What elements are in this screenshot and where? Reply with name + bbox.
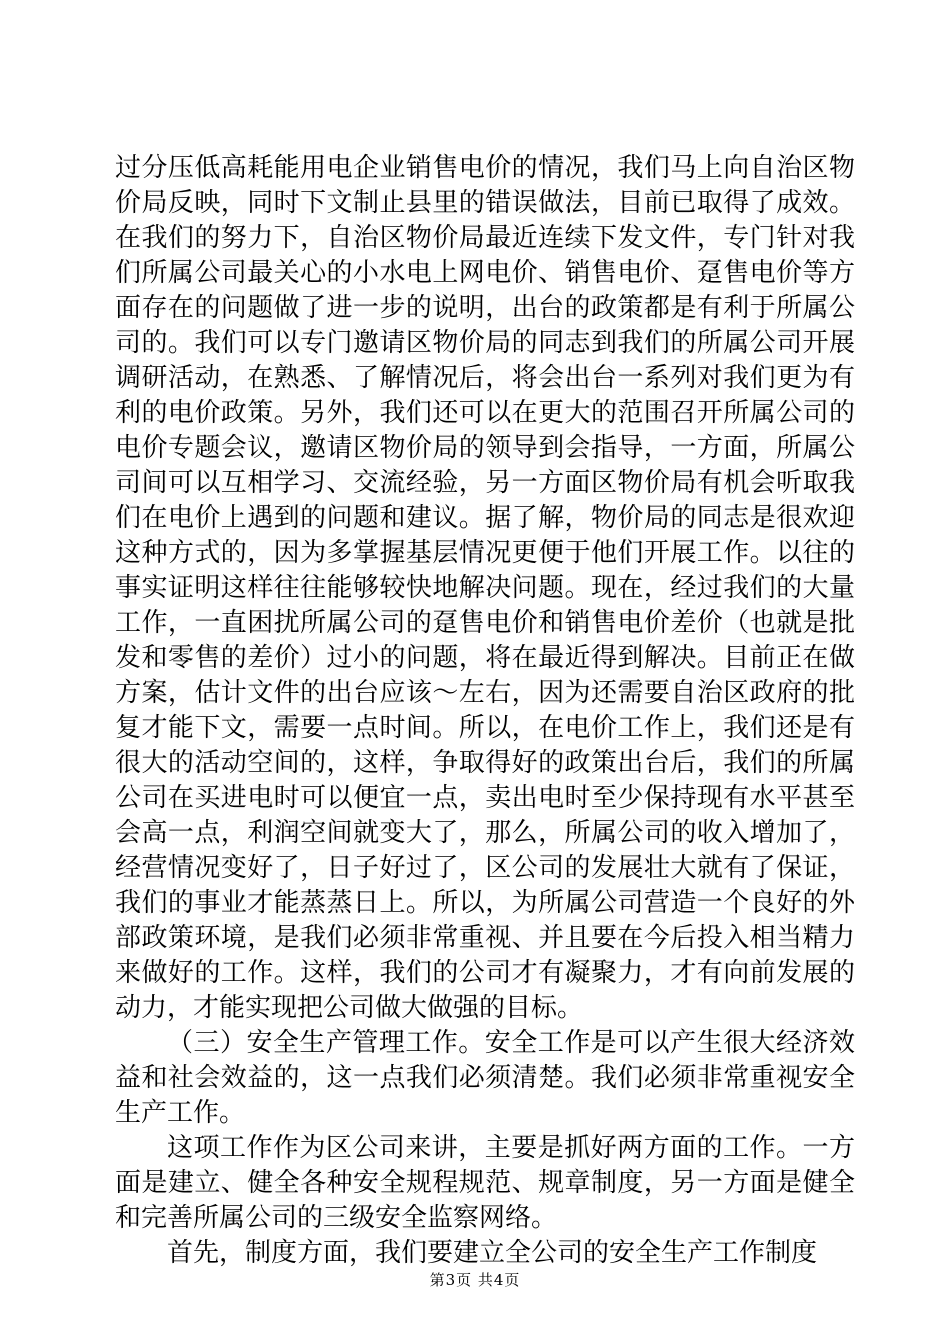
paragraph-safety-management: （三）安全生产管理工作。安全工作是可以产生很大经济效益和社会效益的，这一点我们必须清楚。我们必须非常重视安全生产工作。: [115, 1028, 855, 1128]
paragraph-system-rules: 首先，制度方面，我们要建立全公司的安全生产工作制度: [167, 1238, 818, 1268]
paragraph-two-aspects: 这项工作作为区公司来讲，主要是抓好两方面的工作。一方面是建立、健全各种安全规程规范、规章制度，另一方面是健全和完善所属公司的三级安全监察网络。: [115, 1133, 855, 1233]
paragraph-electricity-pricing: 过分压低高耗能用电企业销售电价的情况，我们马上向自治区物价局反映，同时下文制止县里的错误做法，目前已取得了成效。在我们的努力下，自治区物价局最近连续下发文件，专门针对我们所属公司最关心的小水电上网电价、销售电价、趸售电价等方面存在的问题做了进一步的说明，出台的政策都是有利于所属公司的。我们可以专门邀请区物价局的同志到我们的所属公司开展调研活动，在熟悉、了解情况后，将会出台一系列对我们更为有利的电价政策。另外，我们还可以在更大的范围召开所属公司的电价专题会议，邀请区物价局的领导到会指导，一方面，所属公司间可以互相学习、交流经验，另一方面区物价局有机会听取我们在电价上遇到的问题和建议。据了解，物价局的同志是很欢迎这种方式的，因为多掌握基层情况更便于他们开展工作。以往的事实证明这样往往能够较快地解决问题。现在，经过我们的大量工作，一直困扰所属公司的趸售电价和销售电价差价（也就是批发和零售的差价）过小的问题，将在最近得到解决。目前正在做方案，估计文件的出台应该～左右，因为还需要自治区政府的批复才能下文，需要一点时间。所以，在电价工作上，我们还是有很大的活动空间的，这样，争取得好的政策出台后，我们的所属公司在买进电时可以便宜一点，卖出电时至少保持现有水平甚至会高一点，利润空间就变大了，那么，所属公司的收入增加了，经营情况变好了，日子好过了，区公司的发展壮大就有了保证，我们的事业才能蒸蒸日上。所以，为所属公司营造一个良好的外部政策环境，是我们必须非常重视、并且要在今后投入相当精力来做好的工作。这样，我们的公司才有凝聚力，才有向前发展的动力，才能实现把公司做大做强的目标。: [115, 153, 855, 1023]
page-number-footer: 第3页 共4页: [429, 1271, 521, 1289]
body-text: [115, 151, 855, 1271]
